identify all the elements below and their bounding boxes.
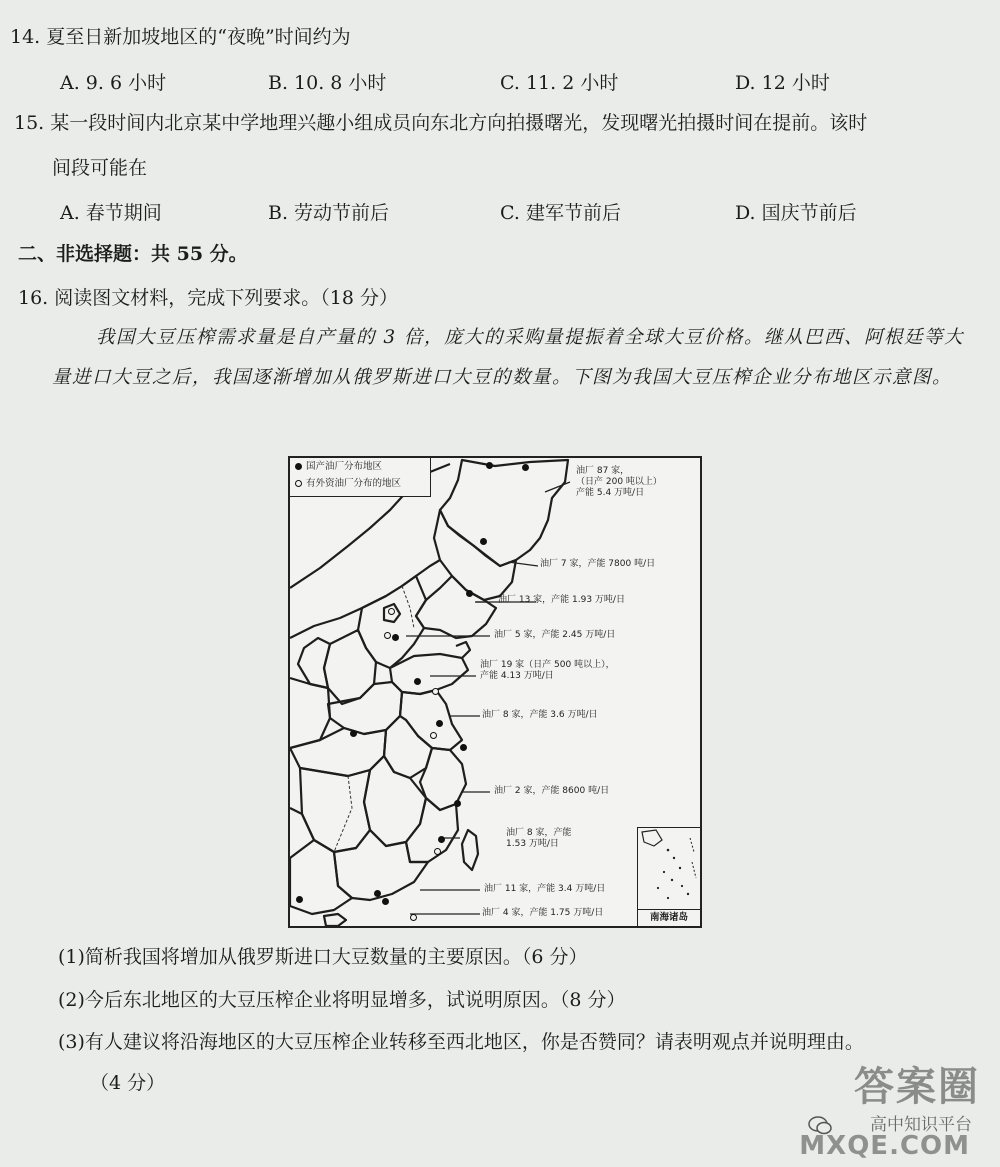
q14-stem: 14. 夏至日新加坡地区的“夜晚”时间约为 xyxy=(10,26,351,48)
q16-stem: 16. 阅读图文材料，完成下列要求。（18 分） xyxy=(18,287,398,309)
label-zhejiang: 油厂 2 家，产能 8600 吨/日 xyxy=(494,786,610,796)
q14-option-a: A. 9. 6 小时 xyxy=(60,72,167,94)
label-guangdong: 油厂 11 家，产能 3.4 万吨/日 xyxy=(484,884,606,894)
foreign-factory-dot xyxy=(410,914,417,921)
q14-option-d: D. 12 小时 xyxy=(735,72,830,94)
watermark-logo: 答案圈 xyxy=(854,1064,980,1110)
q15-option-c: C. 建军节前后 xyxy=(500,202,621,224)
q16-passage-text: 我国大豆压榨需求量是自产量的 3 倍，庞大的采购量提振着全球大豆价格。继从巴西、阿根廷等大量进口大豆之后，我国逐渐增加从俄罗斯进口大豆的数量。下图为我国大豆压榨企业分布地区示意图。 xyxy=(52,327,965,388)
q16-sub1: (1)简析我国将增加从俄罗斯进口大豆数量的主要原因。（6 分） xyxy=(58,946,588,968)
domestic-factory-dot xyxy=(414,678,421,685)
q16-sub3-line2: （4 分） xyxy=(90,1072,166,1094)
inset-islands xyxy=(638,828,700,910)
label-jilin: 油厂 7 家，产能 7800 吨/日 xyxy=(540,559,656,569)
section-heading: 二、非选择题：共 55 分。 xyxy=(18,243,248,265)
foreign-factory-dot xyxy=(432,688,439,695)
inset-caption: 南海诸岛 xyxy=(638,909,700,926)
south-china-sea-inset xyxy=(637,827,700,926)
label-heilongjiang: 油厂 87 家， （日产 200 吨以上） 产能 5.4 万吨/日 xyxy=(576,466,662,498)
domestic-factory-dot xyxy=(382,898,389,905)
q15-stem-line1: 15. 某一段时间内北京某中学地理兴趣小组成员向东北方向拍摄曙光，发现曙光拍摄时间在提前。该时 xyxy=(14,112,868,134)
q16-passage xyxy=(52,318,967,398)
domestic-factory-dot xyxy=(522,464,529,471)
hollow-dot-icon xyxy=(295,480,302,487)
label-tianjin: 油厂 5 家，产能 2.45 万吨/日 xyxy=(494,630,616,640)
q14-option-c: C. 11. 2 小时 xyxy=(500,72,619,94)
foreign-factory-dot xyxy=(430,732,437,739)
q15-option-d: D. 国庆节前后 xyxy=(735,202,857,224)
map-legend xyxy=(290,458,431,497)
q14-option-b: B. 10. 8 小时 xyxy=(268,72,387,94)
q15-stem-line2: 间段可能在 xyxy=(52,157,148,179)
label-fujian: 油厂 8 家，产能 1.53 万吨/日 xyxy=(506,828,572,849)
label-shandong: 油厂 19 家（日产 500 吨以上）， 产能 4.13 万吨/日 xyxy=(480,660,615,681)
domestic-factory-dot xyxy=(480,538,487,545)
watermark-url: MXQE.COM xyxy=(799,1131,970,1161)
soybean-map xyxy=(288,456,702,928)
q16-sub3-line1: (3)有人建议将沿海地区的大豆压榨企业转移至西北地区，你是否赞同？请表明观点并说明理由。 xyxy=(58,1031,864,1053)
label-liaoning: 油厂 13 家，产能 1.93 万吨/日 xyxy=(498,595,625,605)
domestic-factory-dot xyxy=(374,890,381,897)
domestic-factory-dot xyxy=(392,634,399,641)
filled-dot-icon xyxy=(295,463,302,470)
label-jiangsu: 油厂 8 家，产能 3.6 万吨/日 xyxy=(482,710,598,720)
label-guangxi: 油厂 4 家，产能 1.75 万吨/日 xyxy=(482,908,604,918)
foreign-factory-dot xyxy=(388,608,395,615)
q16-sub2: (2)今后东北地区的大豆压榨企业将明显增多，试说明原因。（8 分） xyxy=(58,989,626,1011)
domestic-factory-dot xyxy=(460,744,467,751)
domestic-factory-dot xyxy=(436,720,443,727)
domestic-factory-dot xyxy=(438,836,445,843)
q15-option-b: B. 劳动节前后 xyxy=(268,202,390,224)
q15-option-a: A. 春节期间 xyxy=(60,202,162,224)
foreign-factory-dot xyxy=(384,632,391,639)
domestic-factory-dot xyxy=(296,896,303,903)
domestic-factory-dot xyxy=(466,590,473,597)
domestic-factory-dot xyxy=(454,800,461,807)
domestic-factory-dot xyxy=(486,462,493,469)
foreign-factory-dot xyxy=(434,848,441,855)
legend-item-foreign: 有外资油厂分布的地区 xyxy=(290,475,430,492)
legend-item-domestic: 国产油厂分布地区 xyxy=(290,458,430,475)
watermark-subtitle: 高中知识平台 xyxy=(870,1115,972,1135)
domestic-factory-dot xyxy=(350,730,357,737)
